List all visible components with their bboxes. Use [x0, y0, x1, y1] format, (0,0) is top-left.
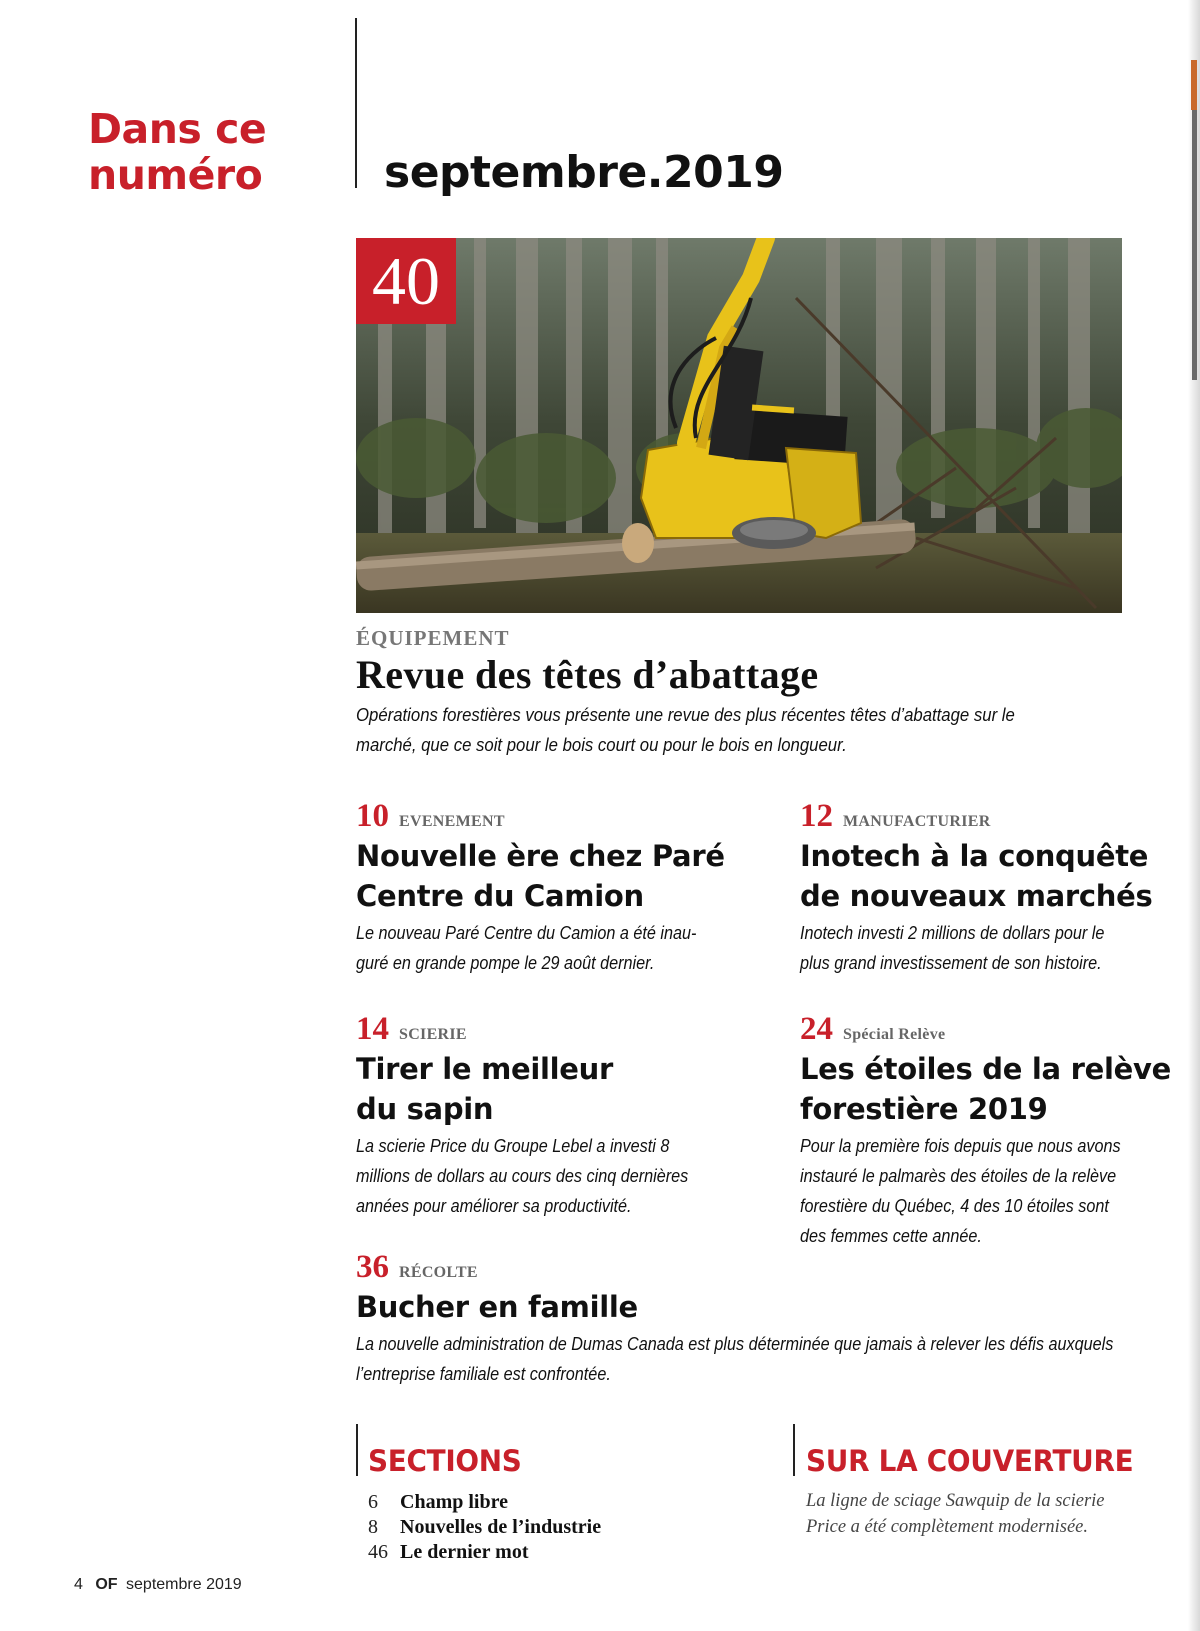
- issue-date: septembre.2019: [384, 147, 784, 198]
- toc-heading-line2: numéro: [88, 151, 263, 199]
- article-category: EVENEMENT: [399, 813, 505, 830]
- article-description-line: forestière du Québec, 4 des 10 étoiles sont: [800, 1196, 1109, 1216]
- article-title-line: Nouvelle ère chez Paré: [356, 839, 725, 873]
- article-title-line: Les étoiles de la relève: [800, 1052, 1171, 1086]
- article-description: [356, 1329, 1130, 1389]
- article-description-line: guré en grande pompe le 29 août dernier.: [356, 953, 655, 973]
- article-title[interactable]: [800, 836, 1200, 916]
- footer-brand: OF: [95, 1576, 118, 1593]
- article-category: Spécial Relève: [843, 1026, 946, 1043]
- article-description-line: plus grand investissement de son histoire.: [800, 953, 1102, 973]
- cover-description-line: La ligne de sciage Sawquip de la scierie: [806, 1491, 1105, 1511]
- article-category: RÉCOLTE: [399, 1264, 478, 1281]
- section-item[interactable]: [368, 1515, 601, 1540]
- feature-page-badge: 40: [356, 238, 456, 324]
- article-title[interactable]: [800, 1049, 1200, 1129]
- sections-heading: SECTIONS: [368, 1444, 522, 1478]
- article-title[interactable]: [356, 1049, 776, 1129]
- article-description-line: Le nouveau Paré Centre du Camion a été inau-: [356, 923, 697, 943]
- article-description-line: instauré le palmarès des étoiles de la relève: [800, 1166, 1117, 1186]
- cover-heading: SUR LA COUVERTURE: [806, 1444, 1134, 1478]
- footer-issue: septembre 2019: [126, 1576, 242, 1593]
- footer-page-number: 4: [74, 1576, 83, 1593]
- cover-description: [806, 1488, 1136, 1540]
- article-description: [356, 1131, 734, 1221]
- article-description: [800, 918, 1178, 978]
- article-36[interactable]: [356, 1249, 1146, 1389]
- feature-title[interactable]: Revue des têtes d’abattage: [356, 652, 819, 697]
- article-header: [356, 1249, 1146, 1289]
- article-description-line: Inotech investi 2 millions de dollars pour le: [800, 923, 1105, 943]
- article-page-number: 24: [800, 1011, 833, 1047]
- feature-description: Opérations forestières vous présente une revue des plus récentes têtes d’abattage sur le marché, que ce soit pour le bois court ou pour le bois en longueur.: [356, 705, 1015, 755]
- article-page-number: 14: [356, 1011, 389, 1047]
- article-description-line: des femmes cette année.: [800, 1226, 982, 1246]
- article-title-line: forestière 2019: [800, 1092, 1048, 1126]
- section-label: Champ libre: [400, 1491, 508, 1513]
- article-header: [800, 1011, 1200, 1051]
- article-title[interactable]: [356, 836, 776, 916]
- article-title-line: de nouveaux marchés: [800, 879, 1153, 913]
- edge-dark: [1192, 110, 1197, 380]
- article-page-number: 36: [356, 1249, 389, 1285]
- article-title[interactable]: [356, 1287, 1146, 1327]
- section-page: 46: [368, 1541, 388, 1563]
- article-description: [800, 1131, 1178, 1251]
- article-description-line: millions de dollars au cours des cinq dernières: [356, 1166, 689, 1186]
- article-title-line: Bucher en famille: [356, 1290, 638, 1324]
- article-description-line: l’entreprise familiale est confrontée.: [356, 1364, 611, 1384]
- article-title-line: Inotech à la conquête: [800, 839, 1149, 873]
- article-header: [356, 1011, 776, 1051]
- article-title-line: Tirer le meilleur: [356, 1052, 614, 1086]
- feature-category: ÉQUIPEMENT: [356, 626, 510, 650]
- toc-heading: [88, 106, 308, 198]
- section-item[interactable]: [368, 1490, 601, 1515]
- article-page-number: 10: [356, 798, 389, 834]
- page-footer: [74, 1576, 242, 1594]
- section-item[interactable]: [368, 1540, 601, 1565]
- header-divider: [355, 18, 357, 188]
- article-description-line: Pour la première fois depuis que nous avons: [800, 1136, 1121, 1156]
- article-description: [356, 918, 734, 978]
- article-header: [356, 798, 776, 838]
- article-14[interactable]: [356, 1011, 776, 1221]
- article-header: [800, 798, 1200, 838]
- article-page-number: 12: [800, 798, 833, 834]
- sections-divider: [356, 1424, 358, 1476]
- feature-photo[interactable]: [356, 238, 1122, 613]
- article-description-line: années pour améliorer sa productivité.: [356, 1196, 632, 1216]
- article-title-line: Centre du Camion: [356, 879, 644, 913]
- section-page: 8: [368, 1516, 378, 1538]
- cover-divider: [793, 1424, 795, 1476]
- article-10[interactable]: [356, 798, 776, 978]
- toc-heading-line1: Dans ce: [88, 105, 267, 153]
- article-title-line: du sapin: [356, 1092, 494, 1126]
- section-label: Nouvelles de l’industrie: [400, 1516, 602, 1538]
- sections-list: [368, 1490, 601, 1565]
- article-description-line: La scierie Price du Groupe Lebel a investi 8: [356, 1136, 670, 1156]
- section-page: 6: [368, 1491, 378, 1513]
- section-label: Le dernier mot: [400, 1541, 529, 1563]
- article-description-line: La nouvelle administration de Dumas Canada est plus déterminée que jamais à relever les défis auxquels: [356, 1334, 1114, 1354]
- cover-description-line: Price a été complètement modernisée.: [806, 1517, 1089, 1537]
- article-category: MANUFACTURIER: [843, 813, 991, 830]
- article-category: SCIERIE: [399, 1026, 467, 1043]
- article-12[interactable]: [800, 798, 1200, 978]
- article-24[interactable]: [800, 1011, 1200, 1251]
- edge-accent: [1191, 60, 1197, 110]
